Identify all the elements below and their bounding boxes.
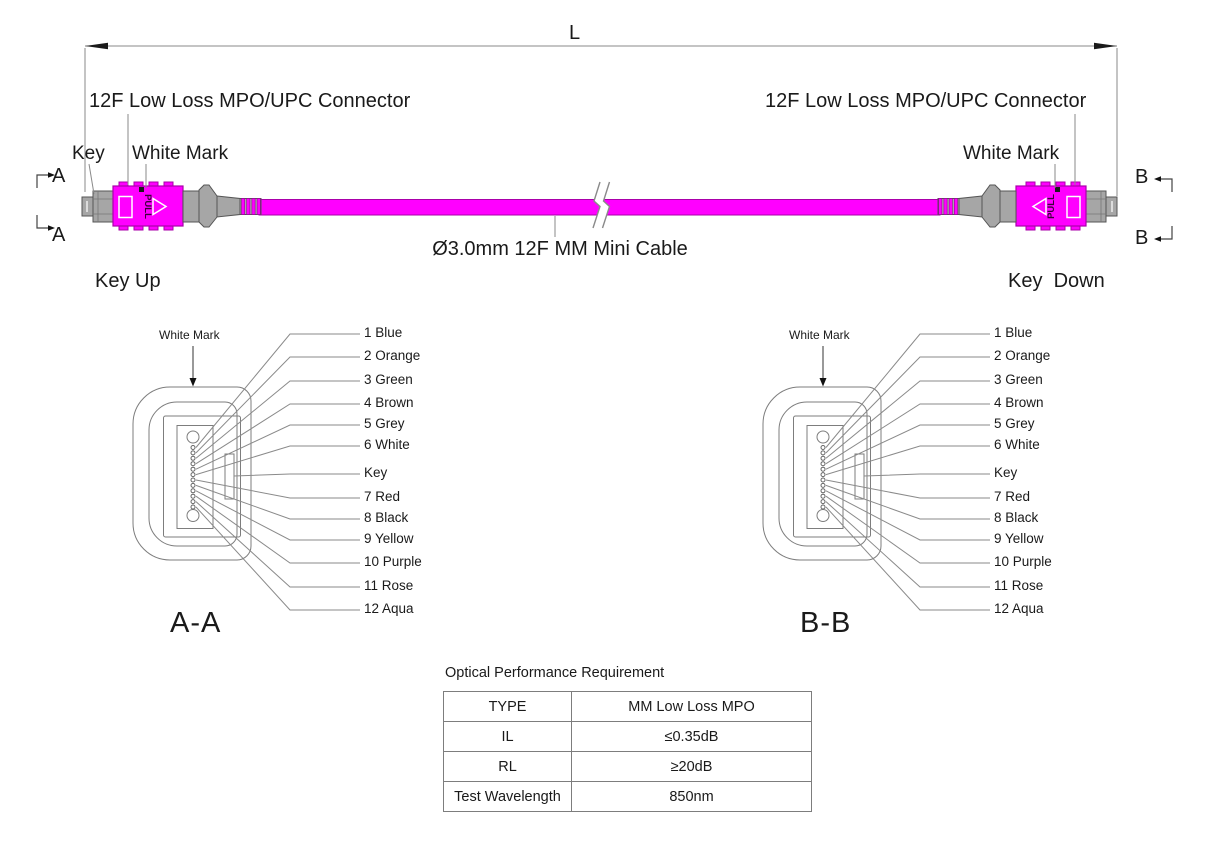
right-connector-label: 12F Low Loss MPO/UPC Connector	[765, 90, 1087, 112]
cut-b-top	[1161, 179, 1172, 192]
cut-b-bottom	[1161, 226, 1172, 239]
fiber-label: 10 Purple	[994, 554, 1052, 569]
table-cell: ≥20dB	[572, 752, 812, 782]
key-down-label: Key Down	[1008, 270, 1105, 292]
fiber-label: 9 Yellow	[364, 531, 414, 546]
fiber-label: 12 Aqua	[994, 601, 1044, 616]
table-cell: TYPE	[444, 692, 572, 722]
cross-section-a	[133, 334, 360, 610]
section-marker-b-top: B	[1135, 166, 1149, 188]
table-row	[444, 722, 812, 752]
table-cell: RL	[444, 752, 572, 782]
fiber-label: 12 Aqua	[364, 601, 414, 616]
right-connector	[938, 182, 1117, 230]
key-up-label: Key Up	[95, 270, 161, 292]
table-row	[444, 752, 812, 782]
dimension-L	[85, 43, 1117, 196]
fiber-label: 7 Red	[994, 489, 1031, 504]
table-row	[444, 782, 812, 812]
fiber-label: 8 Black	[364, 510, 409, 525]
section-title-bb: B-B	[800, 607, 852, 639]
fiber-label: 11 Rose	[364, 578, 414, 593]
white-mark-callout-right: White Mark	[963, 143, 1060, 164]
white-mark-callout-left: White Mark	[132, 143, 229, 164]
fiber-label: 1 Blue	[994, 325, 1033, 340]
fiber-label: 11 Rose	[994, 578, 1044, 593]
fiber-label: Key	[994, 465, 1018, 480]
cable-label: Ø3.0mm 12F MM Mini Cable	[432, 238, 688, 260]
fiber-label: 5 Grey	[364, 416, 405, 431]
left-connector-label: 12F Low Loss MPO/UPC Connector	[89, 90, 411, 112]
fiber-label: 2 Orange	[994, 348, 1051, 363]
white-mark-label-bb: White Mark	[789, 328, 850, 342]
table-title: Optical Performance Requirement	[445, 665, 665, 681]
fiber-label: 4 Brown	[364, 395, 414, 410]
cut-a-top	[37, 175, 48, 188]
fiber-label: 8 Black	[994, 510, 1039, 525]
pull-text-right: PULL	[1046, 194, 1057, 219]
dimension-arrow-right	[1094, 43, 1117, 49]
left-connector	[82, 182, 261, 230]
section-marker-a-bottom: A	[52, 224, 66, 246]
fiber-label: 6 White	[994, 437, 1040, 452]
pull-text-left: PULL	[142, 194, 153, 219]
section-marker-a-top: A	[52, 165, 66, 187]
table-row	[444, 692, 812, 722]
fiber-label: 9 Yellow	[994, 531, 1044, 546]
fiber-label: 1 Blue	[364, 325, 403, 340]
fiber-label: 2 Orange	[364, 348, 421, 363]
dimension-arrow-left	[85, 43, 108, 49]
fiber-label: 5 Grey	[994, 416, 1035, 431]
cross-section-b	[763, 334, 990, 610]
white-mark-label-aa: White Mark	[159, 328, 220, 342]
section-title-aa: A-A	[170, 607, 222, 639]
dimension-label: L	[569, 22, 581, 44]
section-marker-b-bottom: B	[1135, 227, 1149, 249]
table-cell: MM Low Loss MPO	[572, 692, 812, 722]
optical-performance-table	[443, 691, 812, 812]
fiber-label: 10 Purple	[364, 554, 422, 569]
fiber-label: 3 Green	[994, 372, 1043, 387]
fiber-label: 6 White	[364, 437, 410, 452]
table-cell: Test Wavelength	[444, 782, 572, 812]
table-cell: ≤0.35dB	[572, 722, 812, 752]
leader-key	[89, 164, 94, 194]
table-cell: 850nm	[572, 782, 812, 812]
key-callout: Key	[72, 143, 105, 164]
fiber-label: 3 Green	[364, 372, 413, 387]
fiber-label: Key	[364, 465, 388, 480]
callout-leaders	[89, 114, 1075, 237]
cut-a-bottom	[37, 215, 48, 228]
fiber-label: 4 Brown	[994, 395, 1044, 410]
table-cell: IL	[444, 722, 572, 752]
fiber-label: 7 Red	[364, 489, 401, 504]
